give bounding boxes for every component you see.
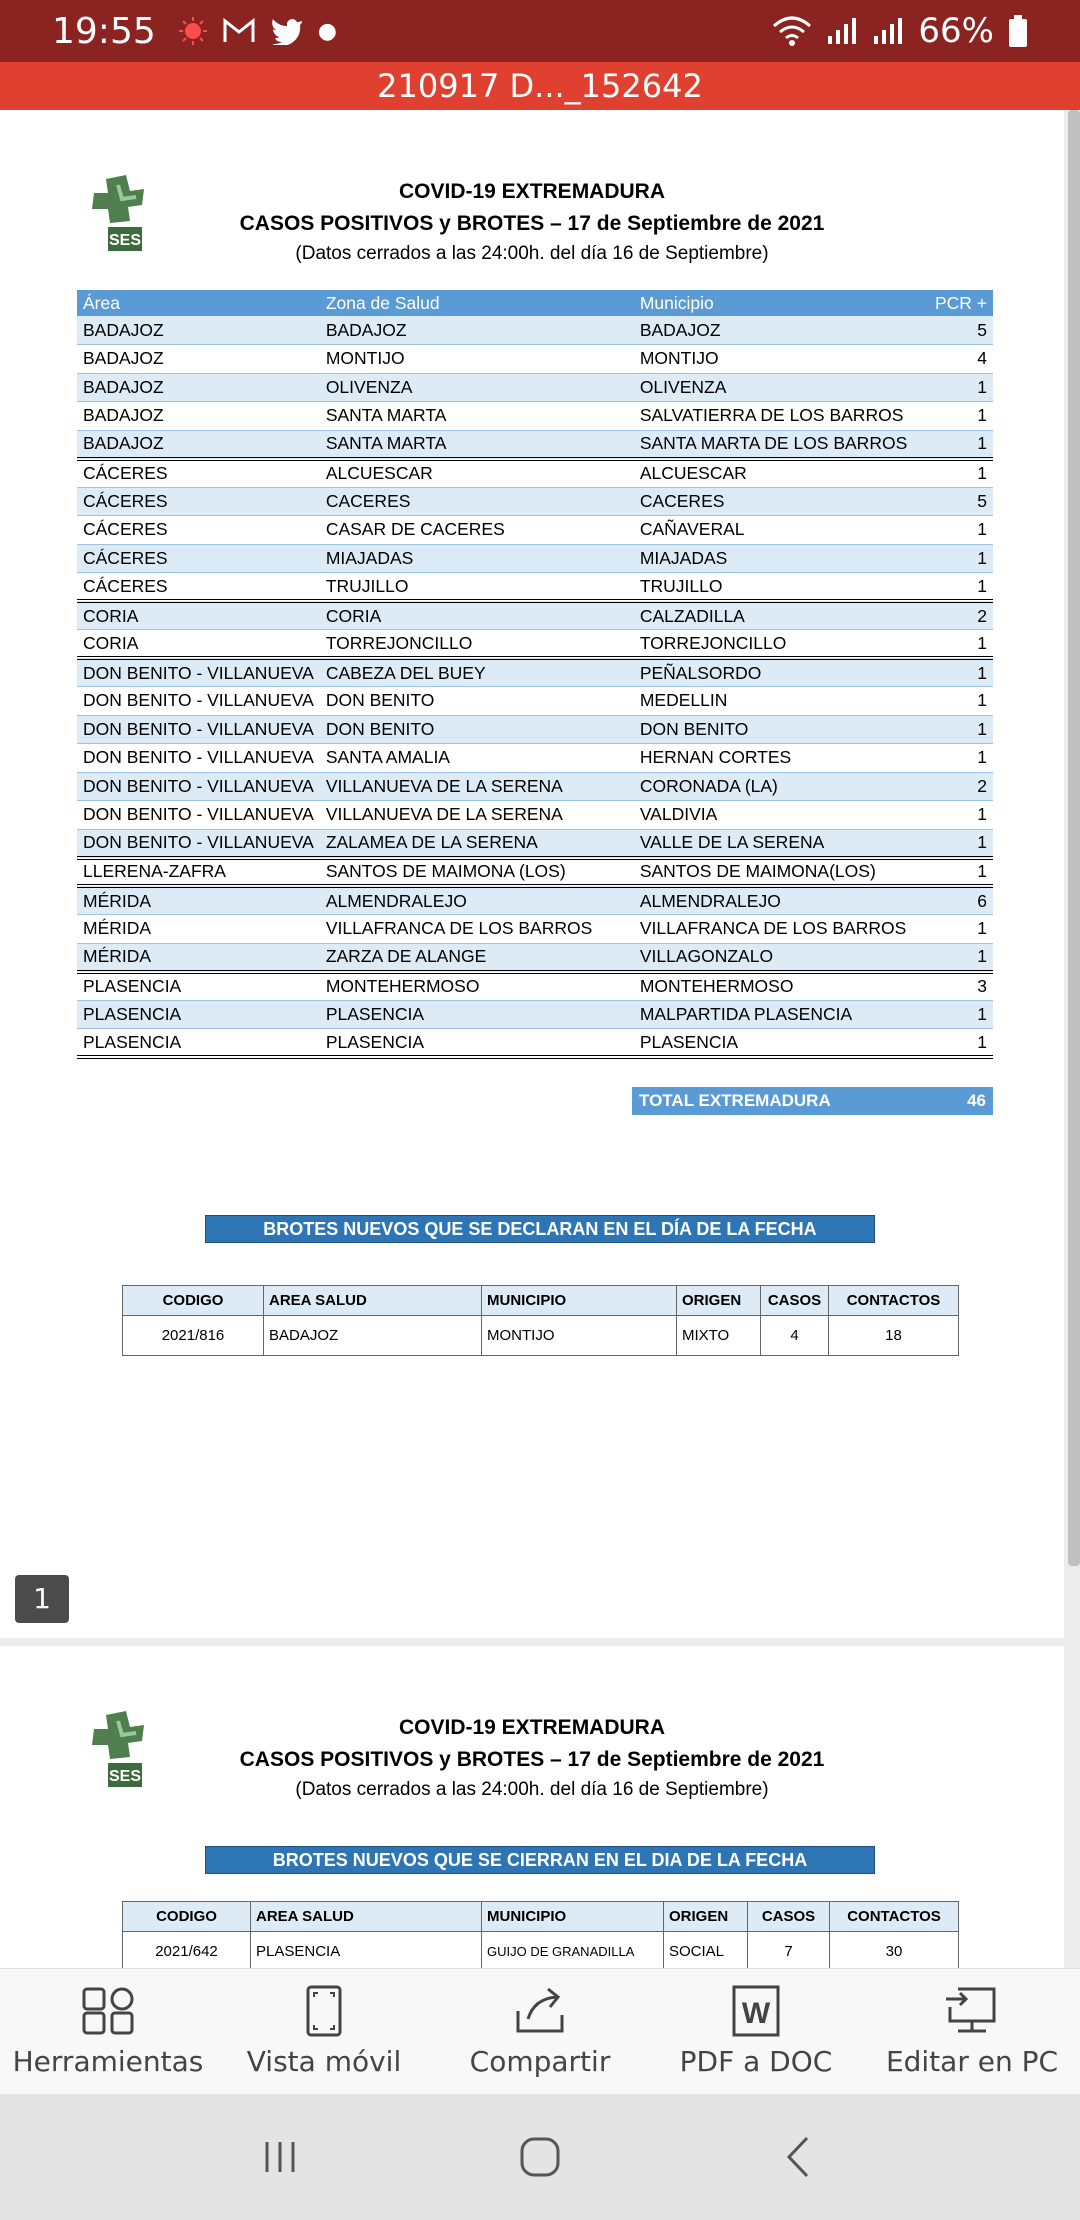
cell-pcr: 1 [913, 402, 993, 431]
status-time: 19:55 [52, 10, 156, 52]
cell-pcr: 4 [913, 345, 993, 374]
cell-municipio: BADAJOZ [634, 316, 913, 345]
cell-municipio: CORONADA (LA) [634, 772, 913, 801]
cell-area: CÁCERES [77, 573, 320, 602]
cell-zona: ALMENDRALEJO [320, 886, 634, 915]
bottom-toolbar [0, 1968, 1080, 2094]
report-title: COVID-19 EXTREMADURA [398, 180, 666, 203]
mobile-view-label: Vista móvil [246, 2045, 402, 2078]
cell-municipio: TRUJILLO [634, 573, 913, 602]
col-zona: Zona de Salud [320, 290, 634, 316]
page2-note: (Datos cerrados a las 24:00h. del día 16 de Septiembre) [295, 1779, 769, 1800]
cell-area: CORIA [77, 630, 320, 659]
share-icon [512, 1985, 568, 2037]
navigation-bar [0, 2094, 1080, 2220]
home-icon[interactable] [515, 2132, 565, 2182]
cell-pcr: 3 [913, 972, 993, 1001]
report-header [0, 176, 1064, 268]
table-row [123, 1932, 959, 1969]
cell-municipio: MEDELLIN [634, 687, 913, 716]
cell-zona: TRUJILLO [320, 573, 634, 602]
brotes-cierran-header [123, 1902, 959, 1932]
cell-casos: 7 [748, 1932, 830, 1969]
mobile-view-icon [296, 1985, 352, 2037]
cell-zona: DON BENITO [320, 715, 634, 744]
cell-contactos: 30 [830, 1932, 959, 1969]
back-icon[interactable] [775, 2132, 825, 2182]
cell-municipio: MIAJADAS [634, 544, 913, 573]
table-row [77, 516, 993, 545]
cell-pcr: 1 [913, 801, 993, 830]
cell-zona: VILLANUEVA DE LA SERENA [320, 772, 634, 801]
scrollbar[interactable] [1068, 110, 1080, 1566]
table-row [77, 972, 993, 1001]
cell-municipio: DON BENITO [634, 715, 913, 744]
cell-municipio: VALDIVIA [634, 801, 913, 830]
table-row [77, 715, 993, 744]
col-area-salud: AREA SALUD [264, 1286, 482, 1316]
cell-area: DON BENITO - VILLANUEVA [77, 715, 320, 744]
cell-zona: CORIA [320, 601, 634, 630]
brotes-cierran-title: BROTES NUEVOS QUE SE CIERRAN EN EL DIA DE LA FECHA [205, 1846, 875, 1874]
cell-area: MÉRIDA [77, 886, 320, 915]
cell-zona: MONTIJO [320, 345, 634, 374]
cell-pcr: 1 [913, 373, 993, 402]
recent-apps-icon[interactable] [255, 2132, 305, 2182]
cell-municipio: TORREJONCILLO [634, 630, 913, 659]
cell-municipio: MONTIJO [482, 1316, 677, 1356]
cell-zona: PLASENCIA [320, 1029, 634, 1058]
table-row [77, 915, 993, 944]
cell-pcr: 1 [913, 858, 993, 887]
cell-origen: MIXTO [677, 1316, 761, 1356]
cell-zona: ALCUESCAR [320, 459, 634, 488]
table-row [77, 373, 993, 402]
cell-area: DON BENITO - VILLANUEVA [77, 772, 320, 801]
pdf-to-doc-label: PDF a DOC [679, 2045, 833, 2078]
cell-zona: BADAJOZ [320, 316, 634, 345]
cell-area: PLASENCIA [77, 1029, 320, 1058]
table-row [77, 858, 993, 887]
cell-pcr: 1 [913, 1000, 993, 1029]
cell-pcr: 1 [913, 943, 993, 972]
table-row [77, 630, 993, 659]
cell-area: DON BENITO - VILLANUEVA [77, 829, 320, 858]
cell-area: PLASENCIA [251, 1932, 482, 1969]
tools-label: Herramientas [12, 2045, 204, 2078]
cell-zona: SANTA MARTA [320, 402, 634, 431]
twitter-icon [270, 17, 304, 45]
cell-pcr: 5 [913, 316, 993, 345]
page2-subtitle: CASOS POSITIVOS y BROTES – 17 de Septiembre de 2021 [239, 1748, 825, 1771]
record-icon [178, 16, 208, 46]
brotes-nuevos-title: BROTES NUEVOS QUE SE DECLARAN EN EL DÍA DE LA FECHA [205, 1215, 875, 1243]
cell-zona: OLIVENZA [320, 373, 634, 402]
col-municipio: Municipio [634, 290, 913, 316]
page2-title: COVID-19 EXTREMADURA [398, 1716, 666, 1739]
cell-municipio: HERNAN CORTES [634, 744, 913, 773]
total-row [632, 1087, 993, 1115]
page-indicator[interactable]: 1 [15, 1575, 69, 1623]
col-origen: ORIGEN [664, 1902, 748, 1932]
cell-codigo: 2021/642 [123, 1932, 251, 1969]
cell-area: CORIA [77, 601, 320, 630]
cell-municipio: SANTOS DE MAIMONA(LOS) [634, 858, 913, 887]
share-label: Compartir [469, 2045, 611, 2078]
cell-area: LLERENA-ZAFRA [77, 858, 320, 887]
brotes-nuevos-header [123, 1286, 959, 1316]
edit-on-pc-label: Editar en PC [885, 2045, 1059, 2078]
cell-zona: CACERES [320, 487, 634, 516]
col-casos: CASOS [748, 1902, 830, 1932]
cases-table-body [77, 316, 993, 1057]
mobile-view-button[interactable] [216, 1969, 432, 2094]
cell-zona: VILLANUEVA DE LA SERENA [320, 801, 634, 830]
pdf-to-doc-button[interactable] [648, 1969, 864, 2094]
cell-area: DON BENITO - VILLANUEVA [77, 744, 320, 773]
cell-municipio: PLASENCIA [634, 1029, 913, 1058]
cell-zona: CABEZA DEL BUEY [320, 658, 634, 687]
table-row [77, 487, 993, 516]
table-row [77, 573, 993, 602]
cell-area: BADAJOZ [77, 373, 320, 402]
cell-pcr: 6 [913, 886, 993, 915]
cell-municipio: CALZADILLA [634, 601, 913, 630]
cell-pcr: 1 [913, 829, 993, 858]
table-row [77, 430, 993, 459]
status-right [772, 11, 1028, 51]
cell-pcr: 1 [913, 715, 993, 744]
gmail-icon [222, 17, 256, 45]
pdf-page-2 [0, 1646, 1064, 1968]
col-contactos: CONTACTOS [830, 1902, 959, 1932]
col-origen: ORIGEN [677, 1286, 761, 1316]
cell-zona: ZARZA DE ALANGE [320, 943, 634, 972]
brotes-nuevos-table [122, 1285, 959, 1356]
table-row [77, 402, 993, 431]
table-row [77, 744, 993, 773]
cell-pcr: 2 [913, 601, 993, 630]
table-row [77, 1000, 993, 1029]
cell-contactos: 18 [829, 1316, 959, 1356]
col-codigo: CODIGO [123, 1286, 264, 1316]
logo-text-2: SES [108, 1768, 142, 1785]
cell-municipio: CACERES [634, 487, 913, 516]
col-area: Área [77, 290, 320, 316]
table-row [77, 801, 993, 830]
signal-icon [826, 16, 858, 46]
table-row [77, 601, 993, 630]
col-municipio: MUNICIPIO [482, 1286, 677, 1316]
pdf-viewer[interactable] [0, 110, 1080, 1968]
more-dot-icon: ● [317, 18, 337, 44]
cell-municipio: CAÑAVERAL [634, 516, 913, 545]
table-row [77, 772, 993, 801]
cell-area: MÉRIDA [77, 915, 320, 944]
cell-zona: TORREJONCILLO [320, 630, 634, 659]
page2-header [0, 1712, 1064, 1804]
cell-municipio: SANTA MARTA DE LOS BARROS [634, 430, 913, 459]
cell-area: CÁCERES [77, 487, 320, 516]
report-subtitle: CASOS POSITIVOS y BROTES – 17 de Septiembre de 2021 [239, 212, 825, 235]
cell-area: BADAJOZ [77, 402, 320, 431]
cell-area: PLASENCIA [77, 972, 320, 1001]
cell-area: BADAJOZ [77, 430, 320, 459]
cell-zona: SANTA AMALIA [320, 744, 634, 773]
cell-area: CÁCERES [77, 516, 320, 545]
cell-zona: SANTA MARTA [320, 430, 634, 459]
table-row [77, 829, 993, 858]
table-row [123, 1316, 959, 1356]
cell-pcr: 1 [913, 430, 993, 459]
share-button[interactable] [432, 1969, 648, 2094]
table-row [77, 886, 993, 915]
cell-area: BADAJOZ [77, 316, 320, 345]
cell-area: BADAJOZ [77, 345, 320, 374]
cell-municipio: MONTEHERMOSO [634, 972, 913, 1001]
cell-area: CÁCERES [77, 459, 320, 488]
signal-2-icon [872, 16, 904, 46]
cell-pcr: 1 [913, 544, 993, 573]
brotes-cierran-table [122, 1901, 959, 1968]
cell-municipio: MONTIJO [634, 345, 913, 374]
status-bar [0, 0, 1080, 62]
battery-icon [1008, 14, 1028, 48]
cell-zona: SANTOS DE MAIMONA (LOS) [320, 858, 634, 887]
col-contactos: CONTACTOS [829, 1286, 959, 1316]
svg-text:W: W [741, 1997, 771, 2030]
wifi-icon [772, 14, 812, 48]
cell-municipio: ALMENDRALEJO [634, 886, 913, 915]
cell-pcr: 1 [913, 658, 993, 687]
cell-area: DON BENITO - VILLANUEVA [77, 801, 320, 830]
col-codigo: CODIGO [123, 1902, 251, 1932]
document-title[interactable]: 210917 D..._152642 [0, 62, 1080, 110]
cell-zona: CASAR DE CACERES [320, 516, 634, 545]
logo-text: SES [108, 232, 142, 249]
cell-municipio: OLIVENZA [634, 373, 913, 402]
cell-pcr: 5 [913, 487, 993, 516]
col-pcr: PCR + [913, 290, 993, 316]
word-icon [728, 1985, 784, 2037]
cell-zona: MIAJADAS [320, 544, 634, 573]
cell-municipio: VILLAGONZALO [634, 943, 913, 972]
cell-pcr: 1 [913, 459, 993, 488]
table-row [77, 658, 993, 687]
cell-pcr: 1 [913, 915, 993, 944]
col-area-salud: AREA SALUD [251, 1902, 482, 1932]
cell-municipio: VILLAFRANCA DE LOS BARROS [634, 915, 913, 944]
cell-municipio: VALLE DE LA SERENA [634, 829, 913, 858]
cell-casos: 4 [761, 1316, 829, 1356]
col-casos: CASOS [761, 1286, 829, 1316]
cell-pcr: 1 [913, 516, 993, 545]
total-label: TOTAL EXTREMADURA [639, 1091, 831, 1110]
cell-area: PLASENCIA [77, 1000, 320, 1029]
cell-area: CÁCERES [77, 544, 320, 573]
table-row [77, 544, 993, 573]
cell-municipio: SALVATIERRA DE LOS BARROS [634, 402, 913, 431]
cell-pcr: 1 [913, 687, 993, 716]
cell-zona: VILLAFRANCA DE LOS BARROS [320, 915, 634, 944]
edit-on-pc-icon [944, 1985, 1000, 2037]
edit-on-pc-button[interactable] [864, 1969, 1080, 2094]
cell-pcr: 1 [913, 1029, 993, 1058]
table-row [77, 316, 993, 345]
cases-table [77, 290, 993, 1059]
cell-origen: SOCIAL [664, 1932, 748, 1969]
tools-icon [80, 1985, 136, 2037]
cell-pcr: 1 [913, 573, 993, 602]
table-row [77, 943, 993, 972]
cell-zona: ZALAMEA DE LA SERENA [320, 829, 634, 858]
notification-icons [178, 16, 337, 46]
cell-zona: DON BENITO [320, 687, 634, 716]
total-value: 46 [967, 1091, 986, 1110]
cases-table-header [77, 290, 993, 316]
cell-pcr: 1 [913, 744, 993, 773]
cell-municipio: ALCUESCAR [634, 459, 913, 488]
tools-button[interactable] [0, 1969, 216, 2094]
cell-codigo: 2021/816 [123, 1316, 264, 1356]
table-row [77, 345, 993, 374]
cell-pcr: 1 [913, 630, 993, 659]
cell-zona: PLASENCIA [320, 1000, 634, 1029]
cell-area: DON BENITO - VILLANUEVA [77, 687, 320, 716]
cell-municipio: GUIJO DE GRANADILLA [482, 1932, 664, 1969]
cell-area: BADAJOZ [264, 1316, 482, 1356]
col-municipio: MUNICIPIO [482, 1902, 664, 1932]
cell-area: DON BENITO - VILLANUEVA [77, 658, 320, 687]
table-row [77, 1029, 993, 1058]
report-note: (Datos cerrados a las 24:00h. del día 16 de Septiembre) [295, 243, 769, 264]
table-row [77, 459, 993, 488]
cell-pcr: 2 [913, 772, 993, 801]
cell-municipio: MALPARTIDA PLASENCIA [634, 1000, 913, 1029]
cell-area: MÉRIDA [77, 943, 320, 972]
pdf-page-1 [0, 110, 1064, 1638]
table-row [77, 687, 993, 716]
cell-zona: MONTEHERMOSO [320, 972, 634, 1001]
battery-percent: 66% [918, 11, 994, 51]
cell-municipio: PEÑALSORDO [634, 658, 913, 687]
